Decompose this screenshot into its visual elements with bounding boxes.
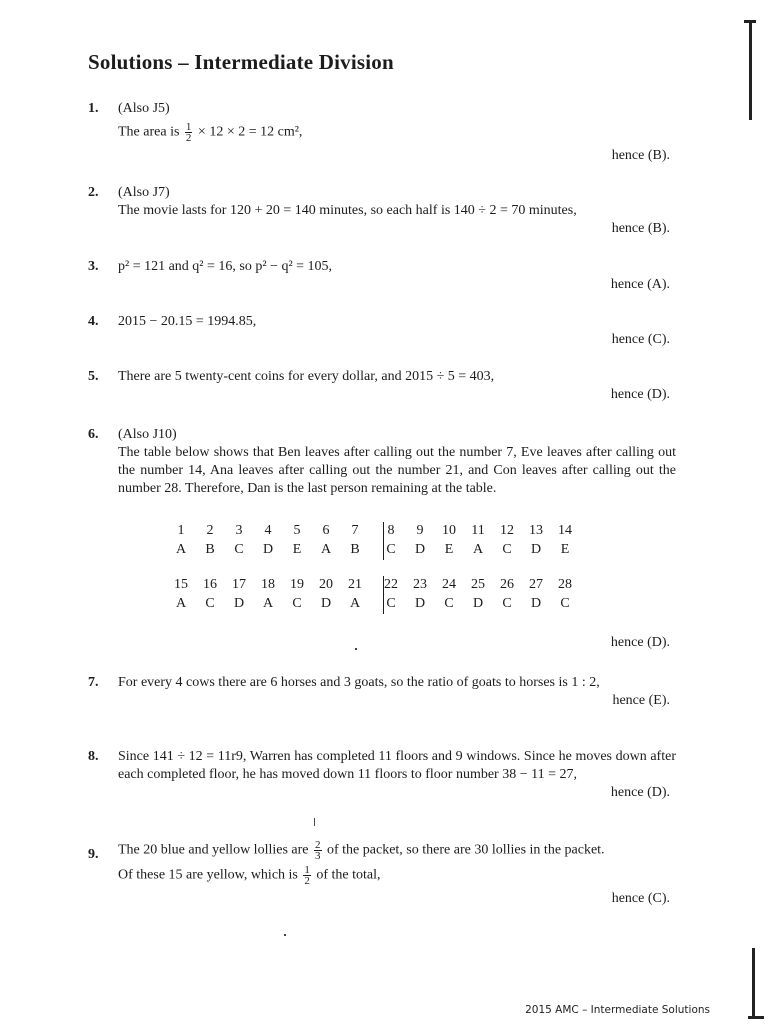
solution-text: × 12 × 2 = 12 cm², [197, 124, 303, 140]
solution-text: of the packet, so there are 30 lollies in the packet. [327, 842, 605, 858]
sequence-number: 22 [384, 577, 398, 592]
sequence-letter: A [349, 596, 361, 611]
sequence-letter: C [292, 596, 302, 611]
sequence-number: 15 [174, 577, 188, 592]
sequence-letter: A [175, 596, 187, 611]
sequence-number: 3 [235, 523, 243, 538]
fraction-numerator: 1 [185, 121, 192, 133]
problem-number: 6. [88, 427, 99, 442]
problem-9 [88, 840, 676, 908]
scan-speck [284, 934, 286, 936]
solution-paragraph: For every 4 cows there are 6 horses and 3 goats, so the ratio of goats to horses is 1 : 2, [118, 675, 600, 690]
sequence-number: 28 [558, 577, 572, 592]
fraction-numerator: 2 [315, 839, 321, 851]
fraction [303, 865, 311, 886]
sequence-number: 2 [206, 523, 214, 538]
problem-number: 4. [88, 314, 99, 329]
sequence-number: 12 [500, 523, 514, 538]
problem-6-answer [88, 634, 676, 652]
sequence-number: 23 [413, 577, 427, 592]
answer-line: hence (C). [611, 891, 670, 906]
fraction [185, 122, 193, 143]
sequence-letter: D [530, 596, 542, 611]
binding-mark-bottom [748, 1016, 764, 1019]
sequence-letter: A [175, 542, 187, 557]
fraction-denominator: 2 [185, 132, 192, 144]
page-footer: 2015 AMC – Intermediate Solutions [525, 1004, 710, 1016]
binding-bar-top [749, 20, 752, 120]
table-divider [383, 522, 384, 560]
solution-text: of the total, [316, 867, 381, 883]
problem-number: 8. [88, 749, 99, 764]
sequence-letter: E [444, 542, 454, 557]
sequence-letter: C [234, 542, 244, 557]
problem-note: (Also J10) [118, 427, 177, 442]
sequence-number: 11 [471, 523, 485, 538]
solution-line: 2015 − 20.15 = 1994.85, [118, 314, 257, 329]
sequence-number: 25 [471, 577, 485, 592]
answer-line: hence (E). [612, 693, 670, 708]
sequence-letter: C [386, 542, 396, 557]
sequence-number: 13 [529, 523, 543, 538]
sequence-number: 10 [442, 523, 456, 538]
problem-note: (Also J7) [118, 185, 170, 200]
problem-5 [88, 368, 676, 404]
answer-line: hence (B). [611, 148, 670, 163]
sequence-letter: A [472, 542, 484, 557]
solution-text: The area is [118, 124, 180, 140]
sequence-letter: A [320, 542, 332, 557]
sequence-number: 26 [500, 577, 514, 592]
solution-paragraph: Since 141 ÷ 12 = 11r9, Warren has completed 11 floors and 9 windows. Since he moves down after each completed floor, he has moved down 11 floors to floor number 38 − 11 = 27, [118, 749, 676, 782]
fraction-denominator: 3 [315, 850, 321, 862]
sequence-number: 27 [529, 577, 543, 592]
answer-line: hence (D). [610, 785, 670, 800]
problem-1 [88, 100, 676, 165]
solution-text: The 20 blue and yellow lollies are [118, 842, 309, 858]
problem-3 [88, 258, 676, 294]
table-divider [383, 576, 384, 614]
problem-number: 2. [88, 185, 99, 200]
sequence-number: 21 [348, 577, 362, 592]
sequence-letter: B [350, 542, 360, 557]
sequence-letter: C [444, 596, 454, 611]
problem-2 [88, 184, 676, 238]
sequence-letter: D [414, 542, 426, 557]
sequence-letter: E [292, 542, 302, 557]
answer-line: hence (A). [610, 277, 670, 292]
sequence-letter: D [262, 542, 274, 557]
sequence-number: 8 [387, 523, 395, 538]
sequence-number: 14 [558, 523, 572, 538]
sequence-number: 16 [203, 577, 217, 592]
solution-line: The movie lasts for 120 + 20 = 140 minutes, so each half is 140 ÷ 2 = 70 minutes, [118, 203, 577, 218]
answer-line: hence (D). [610, 635, 670, 650]
solution-line [118, 122, 676, 143]
problem-number: 3. [88, 259, 99, 274]
problem-7 [88, 674, 676, 710]
answer-line: hence (D). [610, 387, 670, 402]
scan-speck [314, 818, 315, 826]
solution-line [118, 840, 676, 861]
answer-line: hence (B). [611, 221, 670, 236]
problem-number: 1. [88, 101, 99, 116]
sequence-letter: D [530, 542, 542, 557]
problem-number: 9. [88, 847, 99, 862]
sequence-letter: B [205, 542, 215, 557]
sequence-number: 18 [261, 577, 275, 592]
binding-bar-bottom [752, 948, 755, 1018]
page-title: Solutions – Intermediate Division [88, 50, 394, 74]
solution-line: p² = 121 and q² = 16, so p² − q² = 105, [118, 259, 333, 274]
problem-number: 7. [88, 675, 99, 690]
sequence-number: 5 [293, 523, 301, 538]
problem-8 [88, 748, 676, 802]
sequence-letter: C [386, 596, 396, 611]
solution-paragraph: The table below shows that Ben leaves after calling out the number 7, Eve leaves after calling out the number 14, Ana leaves after calling out the number 21, and Con leaves after calling out the number 28. Therefore, Dan is the last person remaining at the table. [118, 445, 676, 496]
problem-note: (Also J5) [118, 101, 170, 116]
sequence-number: 6 [322, 523, 330, 538]
sequence-number: 7 [351, 523, 359, 538]
sequence-letter: D [233, 596, 245, 611]
fraction-denominator: 2 [304, 875, 310, 887]
sequence-letter: E [560, 542, 570, 557]
solution-line [118, 865, 676, 886]
sequence-letter: D [320, 596, 332, 611]
sequence-number: 4 [264, 523, 272, 538]
fraction [314, 840, 322, 861]
solution-line: There are 5 twenty-cent coins for every dollar, and 2015 ÷ 5 = 403, [118, 369, 495, 384]
sequence-letter: A [262, 596, 274, 611]
sequence-letter: D [472, 596, 484, 611]
sequence-letter: D [414, 596, 426, 611]
problem-6 [88, 426, 676, 498]
problem-number: 5. [88, 369, 99, 384]
scan-speck [355, 648, 357, 650]
sequence-number: 9 [416, 523, 424, 538]
sequence-number: 20 [319, 577, 333, 592]
sequence-number: 24 [442, 577, 456, 592]
sequence-number: 19 [290, 577, 304, 592]
sequence-letter: C [502, 596, 512, 611]
fraction-numerator: 1 [304, 864, 310, 876]
sequence-letter: C [502, 542, 512, 557]
sequence-letter: C [560, 596, 570, 611]
solution-text: Of these 15 are yellow, which is [118, 867, 298, 883]
sequence-letter: C [205, 596, 215, 611]
answer-line: hence (C). [611, 332, 670, 347]
sequence-number: 17 [232, 577, 246, 592]
problem-4 [88, 313, 676, 349]
sequence-number: 1 [177, 523, 185, 538]
